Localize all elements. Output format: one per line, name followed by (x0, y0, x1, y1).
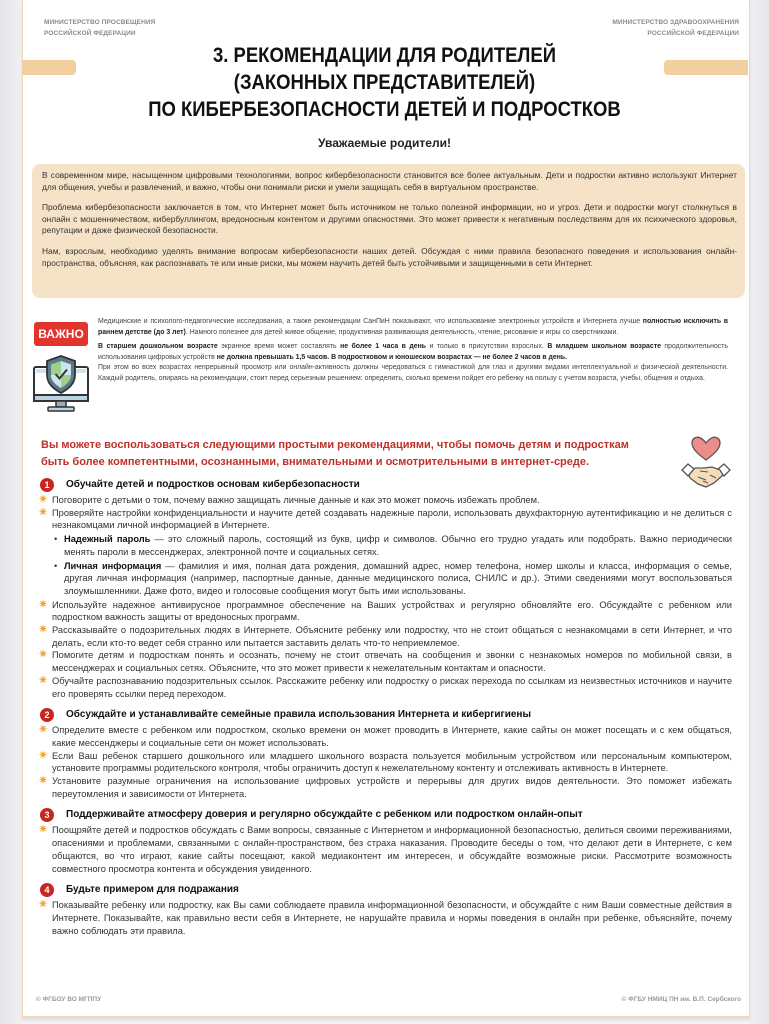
section-title: Обучайте детей и подростков основам кибербезопасности (66, 478, 360, 490)
sub-item (40, 533, 732, 558)
sun-star-icon: ✷ (38, 672, 49, 687)
text: . Намного полезнее для детей живое общение, продуктивная развивающая деятельность, чтение, рисование и игры со сверстниками. (185, 328, 619, 336)
sun-star-icon: ✷ (38, 504, 49, 519)
sun-star-icon: ✷ (38, 596, 49, 611)
sub-item (40, 560, 732, 598)
section-title: Поддерживайте атмосферу доверия и регулярно обсуждайте с ребенком или подростком онлайн-опыт (66, 809, 583, 821)
section-heading (40, 478, 732, 492)
recommendations (40, 474, 732, 937)
bullet-dot-icon: • (54, 534, 58, 545)
section-title: Будьте примером для подражания (66, 883, 239, 895)
item-text: Обучайте распознаванию подозрительных ссылок. Расскажите ребенку или подростку о рисках перехода по ссылкам из неизвестных источников и научите его проверять ссылки перед переходом. (52, 675, 732, 699)
intro-paragraph: Нам, взрослым, необходимо уделять внимание вопросам кибербезопасности наших детей. Обсуждая с ними правила безопасного поведения и использования онлайн-пространства, объясняя, как распознавать те или иные риски, мы можем научить детей быть устойчивыми и защищенными в сети Интернет. (42, 245, 737, 268)
important-paragraph-1 (98, 317, 728, 338)
footer-right: © ФГБУ НМИЦ ПН им. В.П. Сербского (621, 996, 741, 1003)
list-item (40, 724, 732, 749)
list-item (40, 624, 732, 649)
list-item (40, 649, 732, 674)
sun-star-icon: ✷ (38, 622, 49, 637)
monitor-shield-icon (30, 353, 92, 415)
list-item (38, 672, 732, 700)
important-badge: ВАЖНО (34, 322, 88, 346)
section-title: Обсуждайте и устанавливайте семейные правила использования Интернета и кибергигиены (66, 708, 532, 720)
list-item (40, 824, 732, 875)
section-heading (40, 808, 732, 822)
important-paragraph-3: При этом во всех возрастах непрерывный просмотр или онлайн-активность должны чередоваться с гимнастикой для глаз и другими видами интеллектуальной и физической деятельности. Каждый родитель, опираясь на рекомендации, стоит перед серьезным решением: определить, сколько времени пойдет его ребенку на пользу с учетом возраста, учебы, общения и отдыха. (98, 364, 728, 382)
item-text: Определите вместе с ребенком или подростком, сколько времени он может проводить в Интернете, какие сайты он может посещать и с кем общаться, какие мессенджеры и социальные сети он может использовать. (52, 725, 732, 748)
emphasis: не более 1 часа в день (340, 343, 427, 351)
sun-star-icon: ✷ (38, 897, 49, 912)
number-badge: 4 (40, 883, 54, 897)
emphasis: полностью исключить в раннем детстве (до 3 лет) (98, 318, 729, 336)
title-line-1: 3. РЕКОМЕНДАЦИИ ДЛЯ РОДИТЕЛЕЙ (212, 44, 557, 67)
list-item (40, 494, 732, 507)
important-text (98, 317, 728, 389)
emphasis: В младшем школьном возрасте (547, 343, 661, 351)
ministry-health-label (612, 17, 739, 39)
title-line-2: (ЗАКОННЫХ ПРЕДСТАВИТЕЛЕЙ) (233, 71, 536, 94)
bullet-dot-icon: • (54, 560, 58, 571)
intro-box (32, 164, 745, 298)
number-badge: 3 (40, 808, 54, 822)
list-item (38, 504, 732, 532)
item-text: Проверяйте настройки конфиденциальности и научите детей создавать надежные пароли, использовать двухфакторную аутентификацию и не делиться с незнакомцами личной информацией в Интернете. (52, 507, 732, 531)
item-text: Помогите детям и подросткам понять и осознать, почему не стоит отвечать на сообщения и звонки с незнакомых номеров по мобильной связи, в мессенджерах и социальных сетях. Объясните, что это может привести к нежелательным контактам и опасности. (52, 650, 732, 674)
term: Надежный пароль (64, 534, 151, 545)
sun-star-icon: ✷ (38, 647, 49, 662)
text: и только в присутствии взрослых. (426, 343, 548, 351)
text: продолжительность использования цифровых устройств (98, 343, 728, 361)
item-text: Рассказывайте о подозрительных людях в Интернете. Объясните ребенку или подростку, что не стоит общаться с незнакомцами в сети Интернет, и что делать, если кто-то ведет себя странно или пытается заставить делать что-то неприемлемое. (52, 625, 732, 648)
ministry-right-line1: МИНИСТЕРСТВО ЗДРАВООХРАНЕНИЯ (612, 19, 739, 26)
item-text: Поощряйте детей и подростков обсуждать с Вами вопросы, связанные с Интернетом и информационной безопасностью, делиться своими переживаниями, опасениями и проблемами, связанными с онлайн-пространством, без страха наказания. Проводите беседы о том, что делают дети в Интернете, с кем общаются, во что играют, какие сайты посещают, какой медиаконтент им интересен, и обсуждайте возможные риски. Рассмотрите возможность совместного просмотра контента и обсуждения увиденного. (52, 825, 732, 874)
sun-star-icon: ✷ (38, 773, 49, 788)
emphasis: не должна превышать 1,5 часов. В подростковом и юношеском возрастах — не более 2 часов в день. (216, 353, 568, 361)
item-text: Если Ваш ребенок старшего дошкольного или младшего школьного возраста пользуется мобильным устройством или персональным компьютером, установите программы родительского контроля, чтобы ограничить доступ к нежелательному контенту и отслеживать активность в Интернете. (52, 750, 732, 774)
footer-left: © ФГБОУ ВО МГППУ (36, 996, 102, 1003)
page-title (46, 42, 723, 123)
title-line-3: ПО КИБЕРБЕЗОПАСНОСТИ ДЕТЕЙ И ПОДРОСТКОВ (148, 98, 621, 121)
section-heading (40, 708, 732, 722)
section-heading (40, 883, 732, 897)
ministry-left-line1: МИНИСТЕРСТВО ПРОСВЕЩЕНИЯ (44, 19, 156, 26)
sun-star-icon: ✷ (38, 492, 49, 506)
list-item (40, 899, 732, 937)
callout-text: Вы можете воспользоваться следующими простыми рекомендациями, чтобы помочь детям и подросткам быть более компетентными, осознанными, внимательными и осмотрительными в интернет-среде. (41, 439, 629, 468)
sun-star-icon: ✷ (38, 722, 49, 737)
text: Медицинские и психолого-педагогические исследования, а также рекомендации СанПиН показывают, что использование электронных устройств и Интернета лучше (98, 318, 643, 325)
item-text: Поговорите с детьми о том, почему важно защищать личные данные и как это может помочь избежать проблем. (52, 495, 540, 505)
ministry-left-line2: РОССИЙСКОЙ ФЕДЕРАЦИИ (44, 30, 136, 37)
item-text: Показывайте ребенку или подростку, как Вы сами соблюдаете правила информационной безопасности, и обсуждайте с ним Ваши совместные действия в Интернете. Показывайте, как правильно вести себя в Интернете, не нарушайте правила и нормы поведения в онлайн при ребенке, объясняйте, почему важно соблюдать эти правила. (52, 900, 732, 936)
emphasis: В старшем дошкольном возрасте (98, 343, 218, 351)
item-text: Установите разумные ограничения на использование цифровых устройств и перерывы для других видов деятельности. Это поможет избежать переутомления и зависимости от Интернета. (52, 776, 732, 799)
intro-paragraph: Проблема кибербезопасности заключается в том, что Интернет может быть источником не только полезной информации, но и угроз. Дети и подростки могут столкнуться в онлайн с мошенничеством, кибербуллингом, вредоносным контентом и другими опасностями. Это может привести к негативным последствиям для их психического здоровья, репутации и даже физической безопасности. (42, 202, 737, 236)
definition: — фамилия и имя, полная дата рождения, домашний адрес, номер телефона, номер школы и класса, информация о семье, другая личная информация (например, паспортные данные, данные медицинского полиса, СНИЛС и др.). Этими сведениями могут воспользоваться злоумышленники. Даже фото, видео и голосовые сообщения могут быть ими использованы. (64, 560, 732, 596)
greeting: Уважаемые родители! (318, 136, 451, 150)
list-item (40, 775, 732, 800)
item-text: Используйте надежное антивирусное программное обеспечение на Ваших устройствах и регулярно обновляйте его. Обсуждайте с ребенком или подростком важность защиты от вредоносных программ. (52, 599, 732, 623)
ministry-right-line2: РОССИЙСКОЙ ФЕДЕРАЦИИ (647, 30, 739, 37)
intro-paragraph: В современном мире, насыщенном цифровыми технологиями, вопрос кибербезопасности становится все более актуальным. Дети и подростки активно используют Интернет для общения, учебы и развлечений, и важно, чтобы они понимали риски и умели защищать себя в виртуальном пространстве. (42, 170, 737, 192)
list-item (38, 747, 732, 775)
number-badge: 2 (40, 708, 54, 722)
term: Личная информация (64, 560, 162, 571)
sun-star-icon: ✷ (38, 822, 49, 837)
text: экранное время может составлять (217, 343, 341, 351)
number-badge: 1 (40, 478, 54, 492)
sun-star-icon: ✷ (38, 747, 49, 762)
important-paragraph-2 (98, 342, 728, 363)
list-item (38, 596, 732, 624)
ministry-education-label (44, 17, 155, 39)
definition: — это сложный пароль, состоящий из букв, цифр и символов. Обычно его трудно угадать или подобрать. Важно периодически менять пароли в мессенджерах, электронной почте и социальных сетях. (64, 534, 732, 557)
